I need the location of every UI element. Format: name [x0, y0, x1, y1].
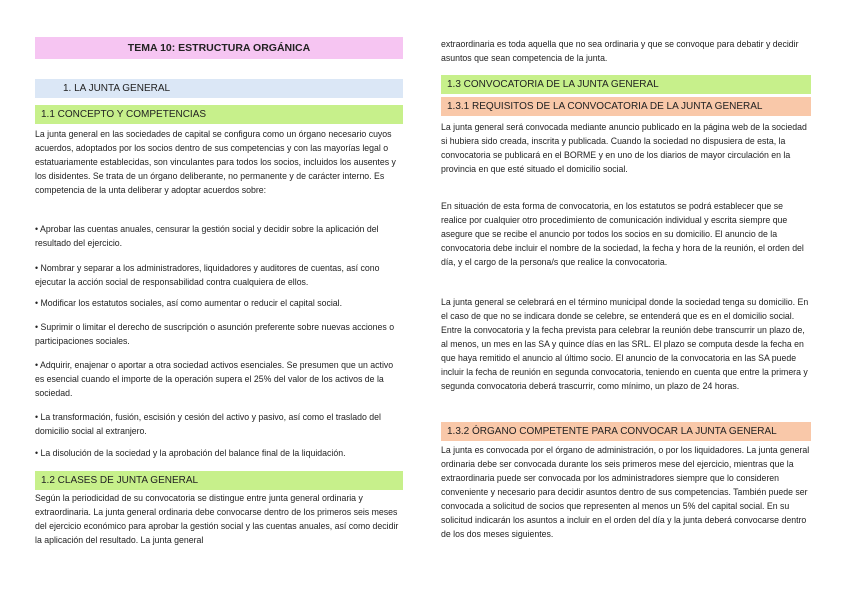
bullet-activos-esenciales: • Adquirir, enajenar o aportar a otra sociedad activos esenciales. Se presumen que un activo es esencial cuando el importe de la operación supera el 25% del valor de los activos de la sociedad. [35, 360, 394, 398]
paragraph-celebracion: La junta general se celebrará en el término municipal donde la sociedad tenga su domicilio. En el caso de que no se indicara donde se celebre, se entenderá que es en el domicilio social. Entre la convocatoria y la fecha prevista para celebrar la reunión debe transcurrir un plazo de, al menos, un mes en las SA y quince días en las SRL. El plazo se computa desde la fecha en que haya remitido el anuncio al último socio. El anuncio de la convocatoria en las SA puede incluir la fecha de reunión en segunda convocatoria, teniendo en cuenta que entre la primera y segunda convocatoria deberá trascurrir, como mínimo, un plazo de 24 horas. [441, 297, 809, 391]
heading-requisitos: 1.3.1 REQUISITOS DE LA CONVOCATORIA DE LA JUNTA GENERAL [441, 97, 811, 116]
page-title: TEMA 10: ESTRUCTURA ORGÁNICA [35, 37, 403, 59]
heading-organo-competente: 1.3.2 ÓRGANO COMPETENTE PARA CONVOCAR LA JUNTA GENERAL [441, 422, 811, 441]
paragraph-clases: Según la periodicidad de su convocatoria se distingue entre junta general ordinaria y extraordinaria. La junta general ordinaria debe convocarse dentro de los primeros seis meses del ejercicio económico para aprobar la gestión social y las cuentas anuales, así como decidir la aplicación del resultado. La junta general [35, 493, 399, 545]
paragraph-concepto: La junta general en las sociedades de capital se configura como un órgano necesario cuyos acuerdos, adoptados por los socios dentro de sus competencias y con las mayorías legal o estatuariamente establecidas, son vinculantes para todos los socios, incluidos los ausentes y los disidentes. Se trata de un órgano deliberante, no permanente y de carácter interno. Es competencia de la unta deliberar y adoptar acuerdos sobre: [35, 129, 396, 195]
bullet-estatutos: • Modificar los estatutos sociales, así como aumentar o reducir el capital social. [35, 298, 343, 308]
heading-junta-general: 1. LA JUNTA GENERAL [35, 79, 403, 98]
paragraph-extraordinaria: extraordinaria es toda aquella que no sea ordinaria y que se convoque para debatir y decidir asuntos que sean competencia de la junta. [441, 39, 799, 63]
bullet-disolucion: • La disolución de la sociedad y la aprobación del balance final de la liquidación. [35, 448, 346, 458]
paragraph-forma-convocatoria: En situación de esta forma de convocatoria, en los estatutos se podrá establecer que se realice por cualquier otro procedimiento de comunicación individual y escrita siempre que asegure que se recibe el anuncio por todos los socios en su domicilio. El anuncio de la convocatoria debe incluir el nombre de la sociedad, la fecha y hora de la reunión, el orden del día, y el cargo de la persona/s que realice la convocatoria. [441, 201, 804, 267]
bullet-administradores: • Nombrar y separar a los administradores, liquidadores y auditores de cuentas, así cono ejecutar la acción social de responsabilidad contra cualquiera de ellos. [35, 263, 380, 287]
heading-clases-junta: 1.2 CLASES DE JUNTA GENERAL [35, 471, 403, 490]
bullet-cuentas-anuales: • Aprobar las cuentas anuales, censurar la gestión social y decidir sobre la aplicación del resultado del ejercicio. [35, 224, 379, 248]
paragraph-anuncio: La junta general será convocada mediante anuncio publicado en la página web de la sociedad si hubiera sido creada, inscrita y publicada. Cuando la sociedad no dispusiera de esta, la convocatoria se publicará en el BORME y en uno de los diarios de mayor circulación en la provincia en que esté situado el domicilio social. [441, 122, 807, 174]
heading-convocatoria: 1.3 CONVOCATORIA DE LA JUNTA GENERAL [441, 75, 811, 94]
heading-concepto-competencias: 1.1 CONCEPTO Y COMPETENCIAS [35, 105, 403, 124]
bullet-transformacion: • La transformación, fusión, escisión y cesión del activo y pasivo, así como el traslado del domicilio social al extranjero. [35, 412, 381, 436]
bullet-suscripcion: • Suprimir o limitar el derecho de suscripción o asunción preferente sobre nuevas acciones o participaciones sociales. [35, 322, 395, 346]
paragraph-organo: La junta es convocada por el órgano de administración, o por los liquidadores. La junta general ordinaria debe ser convocada durante los seis primeros mese del ejercicio, mientras que la extraordinaria puede ser convocada por los administradores siempre que lo consideren conveniente y necesario para decidir asuntos dentro de sus competencias. También puede ser convocada a solicitud de socios que representen al menos un 5% del capital social. En su solicitud indicarán los asuntos a incluir en el orden del día y la junta deberá convocarse dentro de los dos meses siguientes. [441, 445, 810, 539]
